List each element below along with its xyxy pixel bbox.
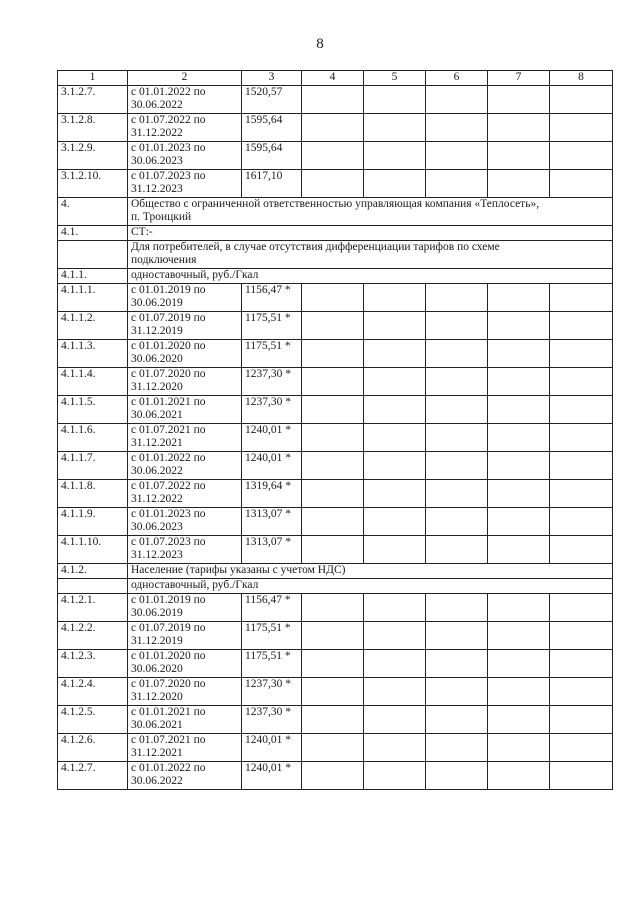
empty-cell xyxy=(488,508,550,536)
table-row xyxy=(58,312,613,340)
empty-cell xyxy=(426,480,488,508)
period-start: с 01.07.2023 по xyxy=(131,170,206,182)
tariff-value: 1175,51 * xyxy=(242,622,302,650)
section-title: Население (тарифы указаны с учетом НДС) xyxy=(128,564,613,579)
empty-cell xyxy=(488,650,550,678)
empty-cell xyxy=(364,86,426,114)
empty-cell xyxy=(58,241,128,269)
empty-cell xyxy=(426,312,488,340)
empty-cell xyxy=(426,368,488,396)
row-number: 4.1.2.3. xyxy=(58,650,128,678)
tariff-value: 1175,51 * xyxy=(242,340,302,368)
period-cell xyxy=(128,706,242,734)
organization-name xyxy=(128,198,613,226)
empty-cell xyxy=(302,594,364,622)
table-row xyxy=(58,340,613,368)
empty-cell xyxy=(488,706,550,734)
empty-cell xyxy=(488,86,550,114)
empty-cell xyxy=(488,368,550,396)
empty-cell xyxy=(364,650,426,678)
empty-cell xyxy=(302,114,364,142)
period-start: с 01.07.2019 по xyxy=(131,312,206,324)
table-row xyxy=(58,452,613,480)
row-number: 4.1.2. xyxy=(58,564,128,579)
row-number: 4.1.2.2. xyxy=(58,622,128,650)
table-row xyxy=(58,269,613,284)
empty-cell xyxy=(426,706,488,734)
period-start: с 01.01.2021 по xyxy=(131,706,206,718)
period-start: с 01.07.2023 по xyxy=(131,536,206,548)
tariff-value: 1240,01 * xyxy=(242,734,302,762)
period-cell xyxy=(128,762,242,790)
period-end: 31.12.2022 xyxy=(131,493,183,505)
period-cell xyxy=(128,170,242,198)
empty-cell xyxy=(364,312,426,340)
empty-cell xyxy=(550,142,613,170)
empty-cell xyxy=(426,622,488,650)
header-row xyxy=(58,71,613,86)
empty-cell xyxy=(302,622,364,650)
tariff-value: 1617,10 xyxy=(242,170,302,198)
period-end: 30.06.2021 xyxy=(131,719,183,731)
table-row xyxy=(58,241,613,269)
empty-cell xyxy=(426,284,488,312)
period-cell xyxy=(128,114,242,142)
period-cell xyxy=(128,396,242,424)
tariff-value: 1156,47 * xyxy=(242,594,302,622)
table-row xyxy=(58,480,613,508)
period-end: 31.12.2020 xyxy=(131,691,183,703)
period-start: с 01.01.2020 по xyxy=(131,340,206,352)
period-cell xyxy=(128,452,242,480)
empty-cell xyxy=(364,170,426,198)
period-cell xyxy=(128,86,242,114)
period-end: 31.12.2021 xyxy=(131,747,183,759)
empty-cell xyxy=(302,340,364,368)
row-number: 4.1. xyxy=(58,226,128,241)
empty-cell xyxy=(302,170,364,198)
period-end: 31.12.2019 xyxy=(131,635,183,647)
period-start: с 01.01.2023 по xyxy=(131,142,206,154)
empty-cell xyxy=(488,114,550,142)
empty-cell xyxy=(302,508,364,536)
period-start: с 01.07.2019 по xyxy=(131,622,206,634)
empty-cell xyxy=(550,762,613,790)
empty-cell xyxy=(550,340,613,368)
empty-cell xyxy=(364,114,426,142)
table-row xyxy=(58,650,613,678)
table-row xyxy=(58,762,613,790)
empty-cell xyxy=(550,594,613,622)
period-end: 30.06.2020 xyxy=(131,663,183,675)
row-number: 4.1.2.4. xyxy=(58,678,128,706)
empty-cell xyxy=(426,396,488,424)
empty-cell xyxy=(302,142,364,170)
empty-cell xyxy=(426,170,488,198)
period-cell xyxy=(128,622,242,650)
empty-cell xyxy=(426,508,488,536)
period-start: с 01.07.2022 по xyxy=(131,480,206,492)
period-start: с 01.01.2022 по xyxy=(131,452,206,464)
empty-cell xyxy=(426,424,488,452)
empty-cell xyxy=(364,734,426,762)
tariff-value: 1156,47 * xyxy=(242,284,302,312)
tariff-value: 1313,07 * xyxy=(242,508,302,536)
tariff-value: 1240,01 * xyxy=(242,424,302,452)
col-header-6: 6 xyxy=(426,71,488,86)
period-cell xyxy=(128,536,242,564)
empty-cell xyxy=(302,536,364,564)
empty-cell xyxy=(302,706,364,734)
empty-cell xyxy=(364,762,426,790)
period-end: 30.06.2022 xyxy=(131,775,183,787)
table-row xyxy=(58,284,613,312)
period-cell xyxy=(128,284,242,312)
empty-cell xyxy=(550,312,613,340)
empty-cell xyxy=(488,452,550,480)
note-line-2: подключения xyxy=(131,254,197,266)
empty-cell xyxy=(364,142,426,170)
row-number: 4.1.2.6. xyxy=(58,734,128,762)
period-end: 30.06.2019 xyxy=(131,297,183,309)
empty-cell xyxy=(550,480,613,508)
empty-cell xyxy=(426,650,488,678)
tariff-table xyxy=(57,70,613,790)
empty-cell xyxy=(488,424,550,452)
period-cell xyxy=(128,312,242,340)
table-row xyxy=(58,142,613,170)
table-body xyxy=(58,71,613,790)
tariff-value: 1175,51 * xyxy=(242,312,302,340)
row-number: 4.1.1.3. xyxy=(58,340,128,368)
table-row xyxy=(58,579,613,594)
empty-cell xyxy=(302,452,364,480)
col-header-1: 1 xyxy=(58,71,128,86)
empty-cell xyxy=(488,340,550,368)
period-cell xyxy=(128,734,242,762)
period-start: с 01.07.2021 по xyxy=(131,734,206,746)
table-row xyxy=(58,706,613,734)
row-number: 4.1.1.10. xyxy=(58,536,128,564)
tariff-value: 1520,57 xyxy=(242,86,302,114)
empty-cell xyxy=(550,86,613,114)
period-end: 30.06.2020 xyxy=(131,353,183,365)
empty-cell xyxy=(364,480,426,508)
empty-cell xyxy=(488,734,550,762)
empty-cell xyxy=(364,424,426,452)
row-number: 4.1.1.2. xyxy=(58,312,128,340)
empty-cell xyxy=(426,142,488,170)
empty-cell xyxy=(364,706,426,734)
tariff-value: 1313,07 * xyxy=(242,536,302,564)
period-end: 31.12.2023 xyxy=(131,549,183,561)
empty-cell xyxy=(302,312,364,340)
period-start: с 01.01.2022 по xyxy=(131,86,206,98)
period-start: с 01.01.2023 по xyxy=(131,508,206,520)
empty-cell xyxy=(488,678,550,706)
row-number: 4. xyxy=(58,198,128,226)
empty-cell xyxy=(488,536,550,564)
table-row xyxy=(58,424,613,452)
empty-cell xyxy=(302,86,364,114)
tariff-value: 1595,64 xyxy=(242,142,302,170)
col-header-4: 4 xyxy=(302,71,364,86)
row-number: 4.1.1.5. xyxy=(58,396,128,424)
empty-cell xyxy=(550,508,613,536)
table-row xyxy=(58,536,613,564)
empty-cell xyxy=(488,284,550,312)
row-number: 4.1.1.6. xyxy=(58,424,128,452)
table-row xyxy=(58,678,613,706)
empty-cell xyxy=(488,396,550,424)
empty-cell xyxy=(302,650,364,678)
tariff-value: 1319,64 * xyxy=(242,480,302,508)
period-end: 31.12.2019 xyxy=(131,325,183,337)
note-text: одноставочный, руб./Гкал xyxy=(128,579,613,594)
table-row xyxy=(58,198,613,226)
organization-line-2: п. Троицкий xyxy=(131,211,192,223)
period-end: 30.06.2023 xyxy=(131,521,183,533)
empty-cell xyxy=(364,594,426,622)
period-end: 31.12.2023 xyxy=(131,183,183,195)
note-line-1: Для потребителей, в случае отсутствия дифференциации тарифов по схеме xyxy=(131,241,500,253)
empty-cell xyxy=(302,762,364,790)
empty-cell xyxy=(426,734,488,762)
tariff-value: 1240,01 * xyxy=(242,762,302,790)
table-row xyxy=(58,368,613,396)
empty-cell xyxy=(426,594,488,622)
table-row xyxy=(58,114,613,142)
empty-cell xyxy=(426,114,488,142)
tariff-value: 1237,30 * xyxy=(242,396,302,424)
period-cell xyxy=(128,368,242,396)
empty-cell xyxy=(550,678,613,706)
empty-cell xyxy=(488,170,550,198)
row-number: 4.1.1.7. xyxy=(58,452,128,480)
period-start: с 01.01.2020 по xyxy=(131,650,206,662)
empty-cell xyxy=(550,452,613,480)
organization-line-1: Общество с ограниченной ответственностью управляющая компания «Теплосеть», xyxy=(131,198,540,210)
tariff-value: 1240,01 * xyxy=(242,452,302,480)
empty-cell xyxy=(426,452,488,480)
empty-cell xyxy=(426,678,488,706)
period-start: с 01.01.2019 по xyxy=(131,284,206,296)
empty-cell xyxy=(58,579,128,594)
period-end: 30.06.2023 xyxy=(131,155,183,167)
note-text xyxy=(128,241,613,269)
tariff-value: 1595,64 xyxy=(242,114,302,142)
period-start: с 01.07.2021 по xyxy=(131,424,206,436)
row-number: 3.1.2.7. xyxy=(58,86,128,114)
tariff-value: 1237,30 * xyxy=(242,706,302,734)
row-number: 3.1.2.8. xyxy=(58,114,128,142)
period-end: 30.06.2021 xyxy=(131,409,183,421)
period-cell xyxy=(128,424,242,452)
col-header-3: 3 xyxy=(242,71,302,86)
period-cell xyxy=(128,678,242,706)
empty-cell xyxy=(488,622,550,650)
empty-cell xyxy=(550,622,613,650)
period-cell xyxy=(128,480,242,508)
table-row xyxy=(58,622,613,650)
empty-cell xyxy=(302,734,364,762)
empty-cell xyxy=(364,536,426,564)
empty-cell xyxy=(364,340,426,368)
col-header-7: 7 xyxy=(488,71,550,86)
page-number: 8 xyxy=(316,36,324,52)
empty-cell xyxy=(426,762,488,790)
period-cell xyxy=(128,650,242,678)
period-end: 31.12.2021 xyxy=(131,437,183,449)
empty-cell xyxy=(550,734,613,762)
period-end: 31.12.2022 xyxy=(131,127,183,139)
empty-cell xyxy=(302,396,364,424)
row-number: 4.1.2.7. xyxy=(58,762,128,790)
empty-cell xyxy=(302,368,364,396)
empty-cell xyxy=(550,284,613,312)
table-row xyxy=(58,564,613,579)
empty-cell xyxy=(488,762,550,790)
empty-cell xyxy=(550,424,613,452)
empty-cell xyxy=(488,312,550,340)
row-number: 4.1.1.9. xyxy=(58,508,128,536)
empty-cell xyxy=(302,678,364,706)
empty-cell xyxy=(550,650,613,678)
tariff-value: 1175,51 * xyxy=(242,650,302,678)
table-row xyxy=(58,396,613,424)
period-start: с 01.07.2022 по xyxy=(131,114,206,126)
table-row xyxy=(58,594,613,622)
period-start: с 01.07.2020 по xyxy=(131,368,206,380)
row-number: 4.1.2.1. xyxy=(58,594,128,622)
empty-cell xyxy=(488,480,550,508)
row-number: 4.1.2.5. xyxy=(58,706,128,734)
empty-cell xyxy=(550,706,613,734)
col-header-2: 2 xyxy=(128,71,242,86)
table-row xyxy=(58,734,613,762)
table-row xyxy=(58,226,613,241)
section-title: СТ:- xyxy=(128,226,613,241)
row-number: 3.1.2.10. xyxy=(58,170,128,198)
table-row xyxy=(58,170,613,198)
empty-cell xyxy=(550,114,613,142)
row-number: 4.1.1.8. xyxy=(58,480,128,508)
empty-cell xyxy=(426,86,488,114)
col-header-8: 8 xyxy=(550,71,613,86)
period-cell xyxy=(128,340,242,368)
empty-cell xyxy=(426,536,488,564)
period-end: 30.06.2022 xyxy=(131,99,183,111)
period-start: с 01.07.2020 по xyxy=(131,678,206,690)
empty-cell xyxy=(364,284,426,312)
period-start: с 01.01.2022 по xyxy=(131,762,206,774)
period-cell xyxy=(128,142,242,170)
empty-cell xyxy=(364,368,426,396)
col-header-5: 5 xyxy=(364,71,426,86)
empty-cell xyxy=(302,284,364,312)
empty-cell xyxy=(488,594,550,622)
empty-cell xyxy=(550,368,613,396)
empty-cell xyxy=(302,424,364,452)
empty-cell xyxy=(550,536,613,564)
empty-cell xyxy=(302,480,364,508)
section-title: одноставочный, руб./Гкал xyxy=(128,269,613,284)
period-cell xyxy=(128,594,242,622)
period-start: с 01.01.2021 по xyxy=(131,396,206,408)
empty-cell xyxy=(364,622,426,650)
empty-cell xyxy=(364,396,426,424)
table-row xyxy=(58,86,613,114)
period-start: с 01.01.2019 по xyxy=(131,594,206,606)
empty-cell xyxy=(488,142,550,170)
row-number: 4.1.1. xyxy=(58,269,128,284)
period-end: 30.06.2019 xyxy=(131,607,183,619)
table-row xyxy=(58,508,613,536)
empty-cell xyxy=(426,340,488,368)
empty-cell xyxy=(364,452,426,480)
period-end: 31.12.2020 xyxy=(131,381,183,393)
period-cell xyxy=(128,508,242,536)
empty-cell xyxy=(550,170,613,198)
empty-cell xyxy=(364,508,426,536)
empty-cell xyxy=(550,396,613,424)
row-number: 3.1.2.9. xyxy=(58,142,128,170)
row-number: 4.1.1.1. xyxy=(58,284,128,312)
tariff-value: 1237,30 * xyxy=(242,368,302,396)
period-end: 30.06.2022 xyxy=(131,465,183,477)
empty-cell xyxy=(364,678,426,706)
row-number: 4.1.1.4. xyxy=(58,368,128,396)
tariff-value: 1237,30 * xyxy=(242,678,302,706)
